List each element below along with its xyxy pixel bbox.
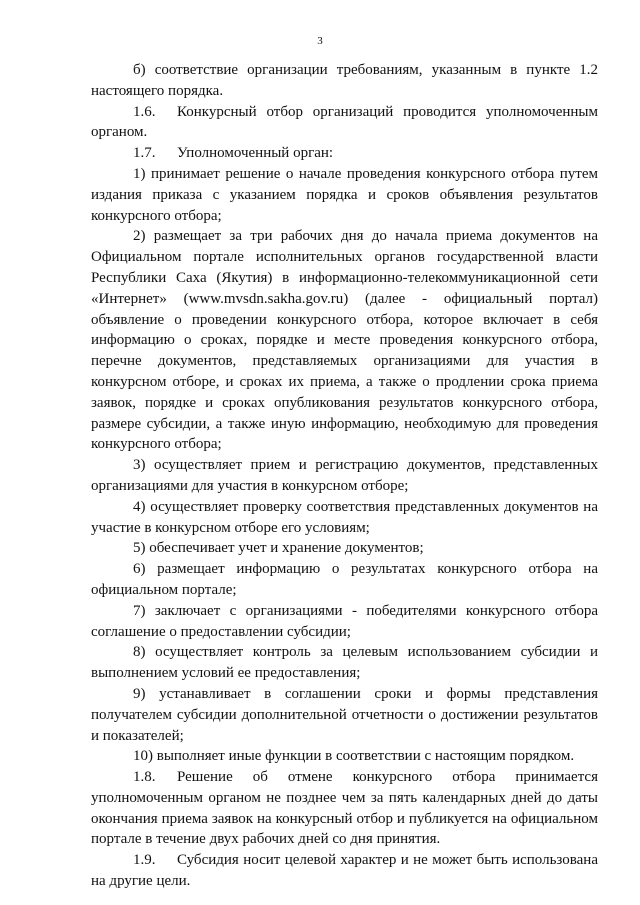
list-item-3: [91, 455, 598, 497]
page-number: 3: [317, 35, 323, 47]
list-item-7: [91, 601, 598, 643]
paragraph-b-condition: [91, 60, 598, 102]
list-item-6: [91, 559, 598, 601]
paragraph-1-9: [91, 850, 598, 892]
paragraph-text: 6) размещает информацию о результатах конкурсного отбора на официальном портале;: [91, 561, 598, 598]
list-item-5: [91, 538, 598, 559]
document-body: [91, 60, 598, 892]
list-item-9: [91, 684, 598, 746]
paragraph-1-7: [91, 143, 598, 164]
paragraph-text: 7) заключает с организациями - победителями конкурсного отбора соглашение о предоставлении субсидии;: [91, 602, 598, 640]
paragraph-text: б) соответствие организации требованиям, указанным в пункте 1.2 настоящего порядка.: [91, 62, 598, 99]
paragraph-text: Субсидия носит целевой характер и не может быть использована на другие цели.: [91, 852, 598, 890]
paragraph-text: Уполномоченный орган:: [177, 145, 334, 162]
paragraph-text: 10) выполняет иные функции в соответствии с настоящим порядком.: [133, 748, 575, 765]
paragraph-text: 4) осуществляет проверку соответствия представленных документов на участие в конкурсном отборе его условиям;: [91, 498, 598, 536]
paragraph-text: 1) принимает решение о начале проведения конкурсного отбора путем издания приказа с указанием порядка и сроков объявления результатов конкурсного отбора;: [91, 165, 598, 224]
paragraph-text: Решение об отмене конкурсного отбора принимается уполномоченным органом не позднее чем за пять календарных дней до даты окончания приема заявок на конкурсный отбор и публикуется на официальном портале в течение двух рабочих дней со дня принятия.: [91, 769, 598, 848]
paragraph-number: 1.6.: [133, 103, 156, 120]
list-item-10: [91, 746, 598, 767]
paragraph-number: 1.7.: [133, 145, 156, 162]
paragraph-number: 1.8.: [133, 769, 156, 786]
paragraph-text: 8) осуществляет контроль за целевым использованием субсидии и выполнением условий ее предоставления;: [91, 644, 598, 682]
paragraph-text: 2) размещает за три рабочих дня до начала приема документов на Официальном портале исполнительных органов государственной власти Республики Саха (Якутия) в информационно-телекоммуникационной сети «Интернет» (www.mvsdn.sakha.gov.ru) (далее - официальный портал) объявление о проведении конкурсного отбора, которое включает в себя информацию о сроках, порядке и месте проведения конкурсного отбора, перечне документов, представляемых организациями для участия в конкурсном отборе, и сроках их приема, а также о продлении срока приема заявок, порядке и сроках опубликования результатов конкурсного отбора, размере субсидии, а также иную информацию, необходимую для проведения конкурсного отбора;: [91, 228, 598, 453]
paragraph-text: 3) осуществляет прием и регистрацию документов, представленных организациями для участия в конкурсном отборе;: [91, 457, 598, 494]
paragraph-text: 9) устанавливает в соглашении сроки и формы представления получателем субсидии дополнительной отчетности о достижении результатов и показателей;: [91, 685, 598, 744]
paragraph-text: 5) обеспечивает учет и хранение документов;: [133, 540, 424, 557]
list-item-8: [91, 642, 598, 684]
paragraph-1-6: [91, 102, 598, 144]
list-item-4: [91, 497, 598, 539]
list-item-1: [91, 164, 598, 226]
paragraph-text: Конкурсный отбор организаций проводится уполномоченным органом.: [91, 103, 598, 141]
paragraph-number: 1.9.: [133, 852, 156, 869]
paragraph-1-8: [91, 767, 598, 850]
list-item-2: [91, 226, 598, 455]
